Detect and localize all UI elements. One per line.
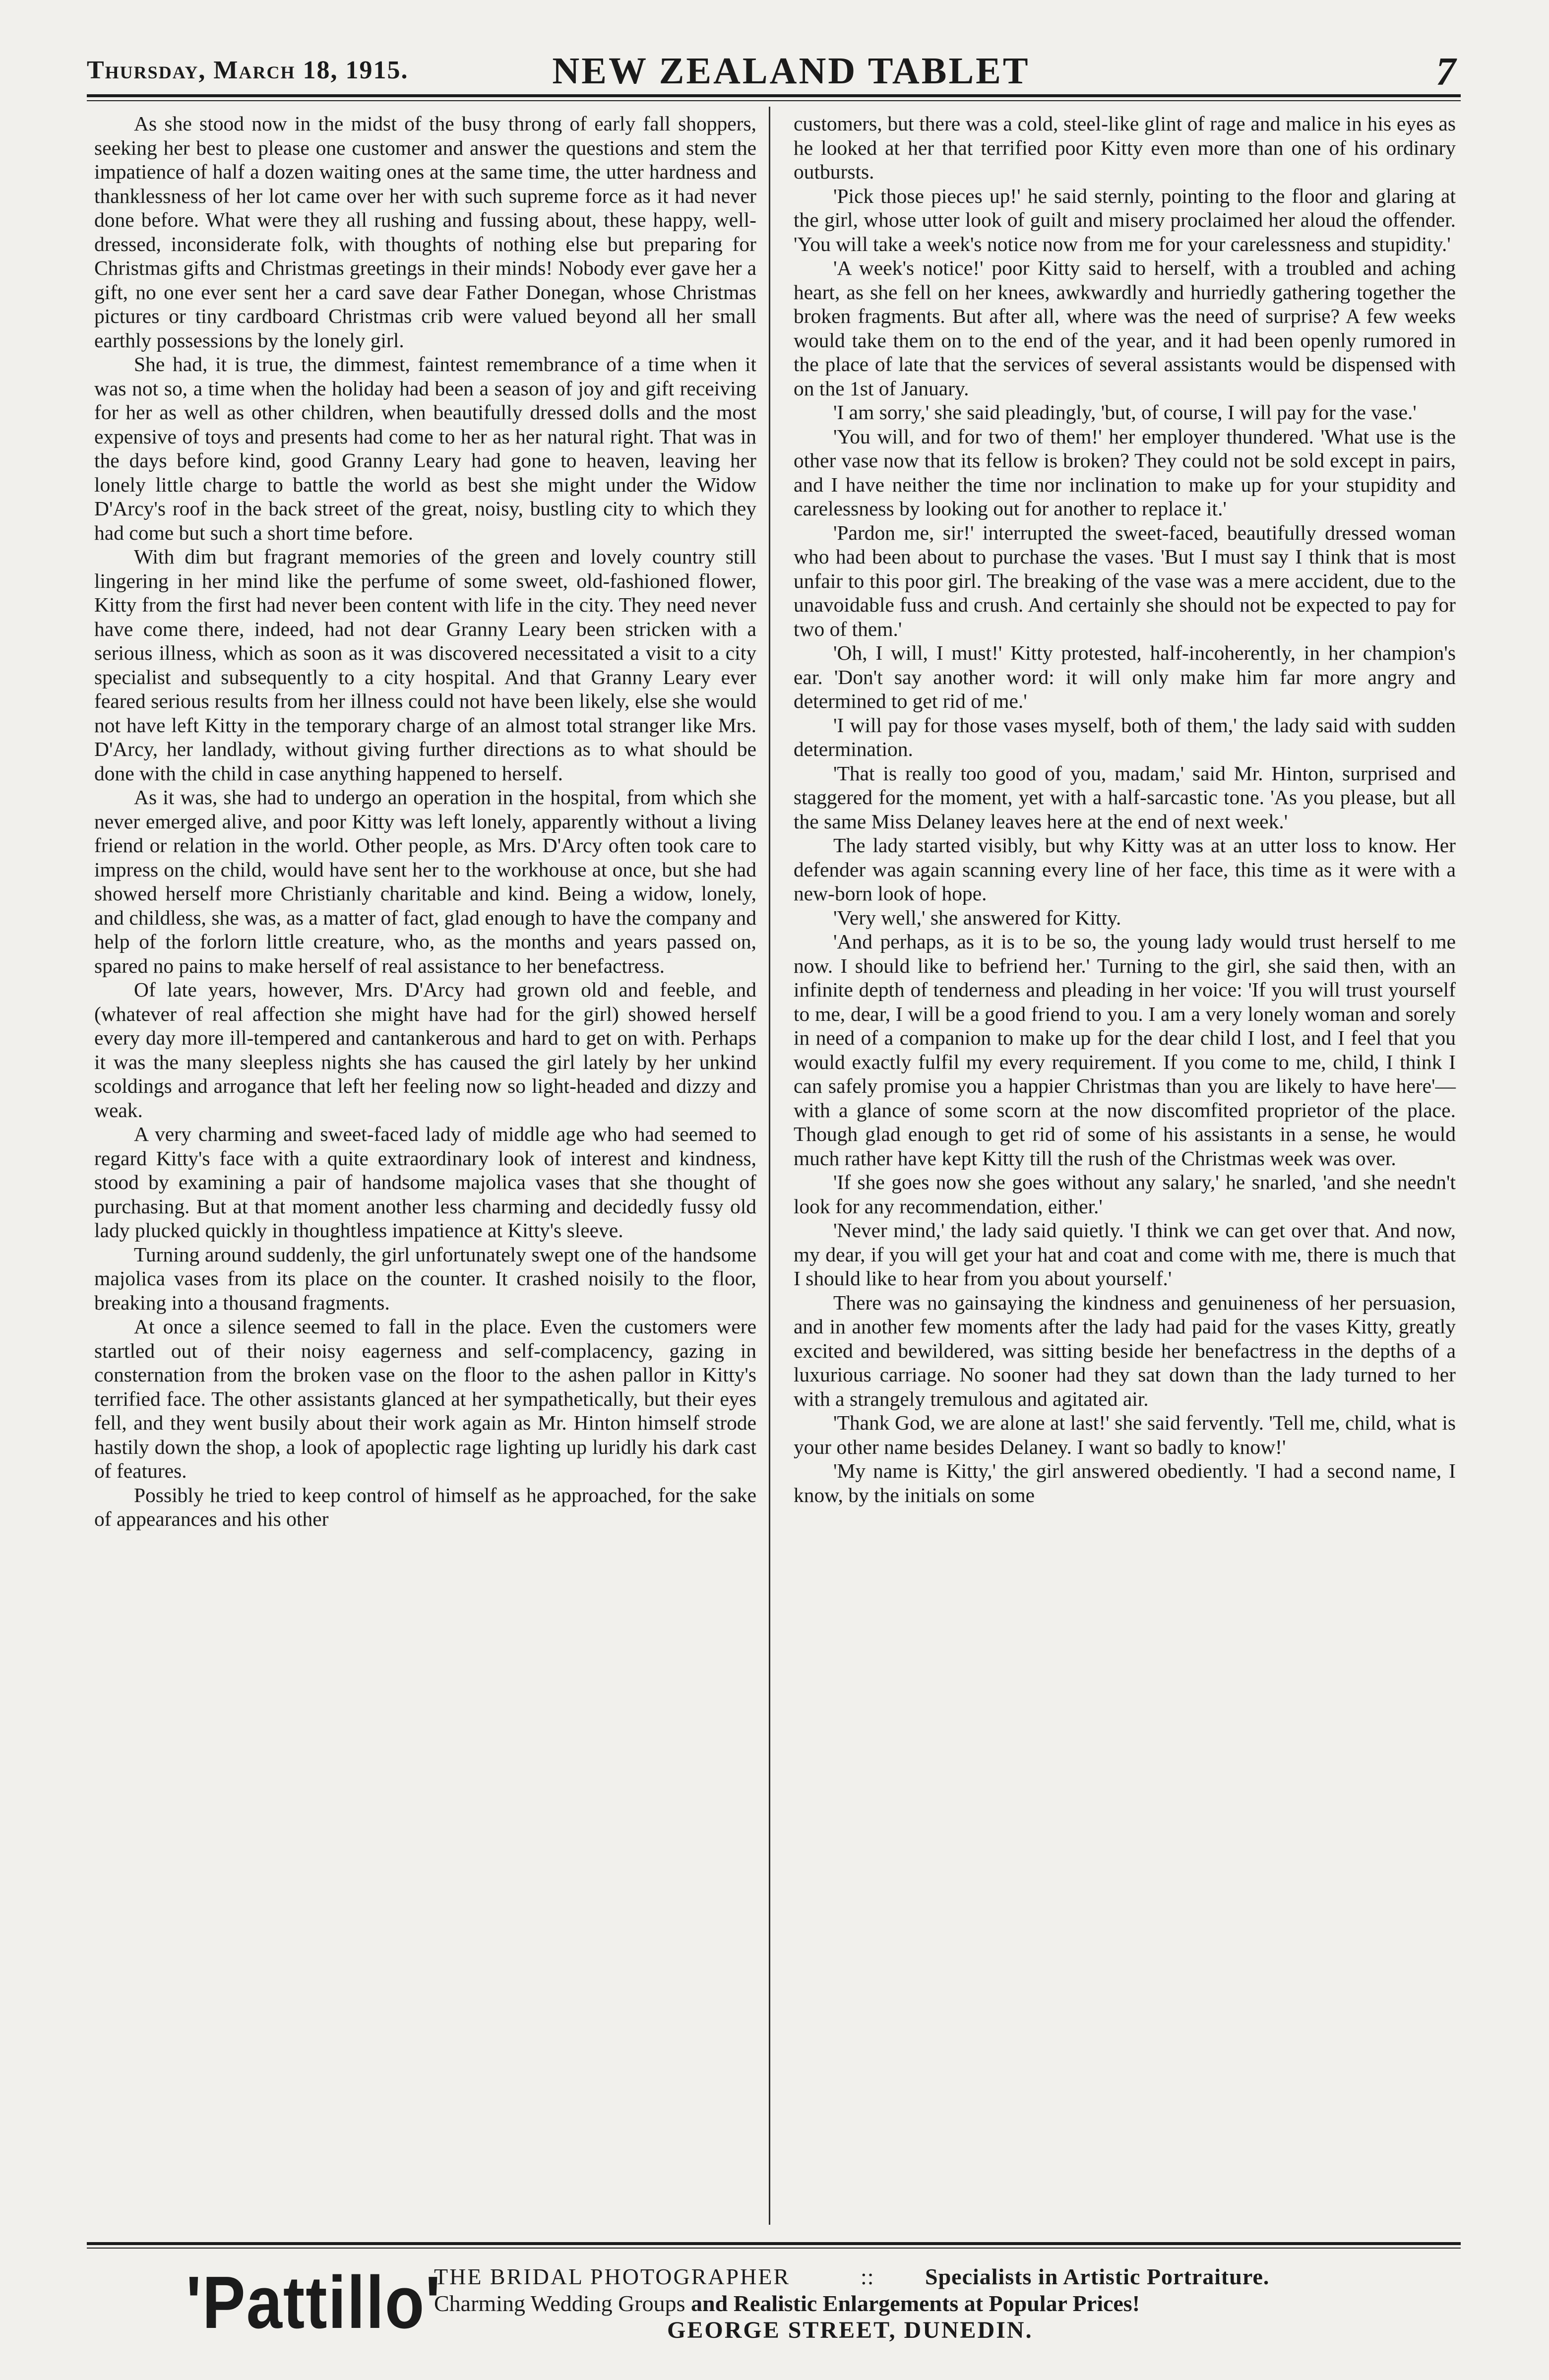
paragraph: 'Very well,' she answered for Kitty.: [833, 906, 1121, 929]
paragraph: As it was, she had to undergo an operation in the hospital, from which she never emerged alive, and poor Kitty was left lonely, apparently without a living friend or relation in the world. Other people, as Mrs. D'Arcy often took care to impress on the child, would have sent her to the workhouse at once, but she had showed herself more Christianly charitable and kind. Being a widow, lonely, and childless, she was, as a matter of fact, glad enough to have the company and help of the forlorn little creature, who, as the months and years passed on, spared no pains to make herself of real assistance to her benefactress.: [94, 786, 756, 977]
paragraph: As she stood now in the midst of the busy throng of early fall shoppers, seeking her best to please one customer and answer the questions and stem the impatience of half a dozen waiting ones at the same time, the utter hardness and thanklessness of her lot came over her with such supreme force as it had never done before. What were they all rushing and fussing about, these happy, well-dressed, inconsiderate folk, with thoughts of nothing else but preparing for Christmas gifts and Christmas greetings in their minds! Nobody ever gave her a gift, no one ever sent her a card save dear Father Donegan, whose Christmas pictures or tiny cardboard Christmas crib were valued beyond all her small earthly possessions by the lonely girl.: [94, 112, 756, 352]
issue-date: Thursday, March 18, 1915.: [87, 56, 409, 84]
paragraph: There was no gainsaying the kindness and genuineness of her persuasion, and in another few moments after the lady had paid for the vases Kitty, greatly excited and bewildered, was sitting beside her benefactress in the depths of a luxurious carriage. No sooner had they sat down than the lady turned to her with a strangely tremulous and agitated air.: [794, 1291, 1456, 1410]
paragraph: 'My name is Kitty,' the girl answered obediently. 'I had a second name, I know, by the initials on some: [794, 1459, 1456, 1506]
advertisement-line-2: [434, 2290, 1140, 2317]
paragraph: 'Never mind,' the lady said quietly. 'I think we can get over that. And now, my dear, if you will get your hat and coat and come with me, there is much that I should like to hear from you about yourself.': [794, 1219, 1456, 1290]
publication-title: NEW ZEALAND TABLET: [552, 50, 1030, 92]
paragraph: Of late years, however, Mrs. D'Arcy had grown old and feeble, and (whatever of real affection she might have had for the girl) showed herself every day more ill-tempered and cantankerous and hard to get on with. Perhaps it was the many sleepless nights she has caused the girl lately by her unkind scoldings and arrogance that left her feeling now so light-headed and dizzy and weak.: [94, 978, 756, 1122]
paragraph: 'You will, and for two of them!' her employer thundered. 'What use is the other vase now that its fellow is broken? They could not be sold except in pairs, and I have neither the time nor inclination to make up for your stupidity and carelessness by looking out for another to replace it.': [794, 425, 1456, 520]
paragraph: customers, but there was a cold, steel-like glint of rage and malice in his eyes as he looked at her that terrified poor Kitty even more than one of his ordinary outbursts.: [794, 112, 1456, 183]
paragraph: She had, it is true, the dimmest, faintest remembrance of a time when it was not so, a time when the holiday had been a season of joy and gift receiving for her as well as other children, when beautifully dressed dolls and the most expensive of toys and presents had come to her as her natural right. That was in the days before kind, good Granny Leary had gone to heaven, leaving her lonely little charge to battle the world as best she might under the Widow D'Arcy's roof in the back street of the great, noisy, bustling city to which they had come but such a short time before.: [94, 353, 756, 544]
header-rule: [87, 94, 1461, 97]
advertisement: [87, 2255, 1461, 2354]
right-column: [794, 112, 1456, 1507]
ad-specialty: Specialists in Artistic Portraiture.: [925, 2264, 1270, 2289]
ad-business-type: THE BRIDAL PHOTOGRAPHER: [434, 2264, 791, 2289]
advertiser-logo: 'Pattillo': [186, 2260, 442, 2344]
paragraph: Possibly he tried to keep control of himself as he approached, for the sake of appearances and his other: [94, 1483, 756, 1530]
advertisement-rule: [87, 2242, 1461, 2245]
paragraph: A very charming and sweet-faced lady of middle age who had seemed to regard Kitty's face with a quite extraordinary look of interest and kindness, stood by examining a pair of handsome majolica vases that she thought of purchasing. But at that moment another less charming and decidedly fussy old lady plucked quickly in thoughtless impatience at Kitty's sleeve.: [94, 1123, 756, 1242]
paragraph: Turning around suddenly, the girl unfortunately swept one of the handsome majolica vases from its place on the counter. It crashed noisily to the floor, breaking into a thousand fragments.: [94, 1243, 756, 1314]
advertisement-line-1: [434, 2263, 1461, 2290]
paragraph: 'That is really too good of you, madam,' said Mr. Hinton, surprised and staggered for the moment, yet with a half-sarcastic tone. 'As you please, but all the same Miss Delaney leaves here at the end of next week.': [794, 761, 1456, 833]
paragraph: 'I am sorry,' she said pleadingly, 'but, of course, I will pay for the vase.': [833, 401, 1417, 424]
paragraph: 'Pardon me, sir!' interrupted the sweet-faced, beautifully dressed woman who had been about to purchase the vases. 'But I must say I think that is most unfair to this poor girl. The breaking of the vase was a mere accident, due to the unavoidable fuss and crush. And certainly she should not be expected to pay for two of them.': [794, 521, 1456, 640]
paragraph: 'Pick those pieces up!' he said sternly, pointing to the floor and glaring at the girl, whose utter look of guilt and misery proclaimed her aloud the offender. 'You will take a week's notice now from me for your carelessness and stupidity.': [794, 184, 1456, 255]
column-divider: [769, 107, 770, 2225]
page-number: 7: [1436, 50, 1456, 94]
paragraph: With dim but fragrant memories of the green and lovely country still lingering in her mind like the perfume of some sweet, old-fashioned flower, Kitty from the first had never been content with life in the city. They need never have come there, indeed, had not dear Granny Leary been stricken with a serious illness, which as soon as it was discovered necessitated a visit to a city specialist and subsequently to a city hospital. And that Granny Leary ever feared serious results from her illness could not have been likely, else she would not have left Kitty in the temporary charge of an almost total stranger like Mrs. D'Arcy, her landlady, without giving further directions as to what should be done with the child in case anything happened to herself.: [94, 545, 756, 785]
paragraph: 'I will pay for those vases myself, both of them,' the lady said with sudden determination.: [794, 713, 1456, 760]
paragraph: 'Oh, I will, I must!' Kitty protested, half-incoherently, in her champion's ear. 'Don't say another word: it will only make him far more angry and determined to get rid of me.': [794, 641, 1456, 712]
paragraph: 'A week's notice!' poor Kitty said to herself, with a troubled and aching heart, as she fell on her knees, awkwardly and hurriedly gathering together the broken fragments. But after all, where was the need of surprise? A few weeks would take them on to the end of the year, and it had been openly rumored in the place of late that the services of several assistants would be dispensed with on the 1st of January.: [794, 256, 1456, 400]
ad-address: GEORGE STREET, DUNEDIN.: [667, 2317, 1033, 2343]
left-column: [94, 112, 756, 1531]
ad-offer-right: and Realistic Enlargements at Popular Prices!: [691, 2291, 1140, 2316]
page-header: [87, 50, 1456, 99]
advertisement-rule-thin: [87, 2248, 1461, 2249]
header-rule-thin: [87, 100, 1461, 101]
ad-separator: ::: [861, 2264, 874, 2289]
ad-offer-left: Charming Wedding Groups: [434, 2291, 685, 2316]
paragraph: At once a silence seemed to fall in the place. Even the customers were startled out of their noisy eagerness and self-complacency, gazing in consternation from the broken vase on the floor to the ashen pallor in Kitty's terrified face. The other assistants glanced at her sympathetically, but their eyes fell, and they went busily about their work again as Mr. Hinton himself strode hastily down the shop, a look of apoplectic rage lighting up luridly his dark cast of features.: [94, 1315, 756, 1482]
paragraph: 'And perhaps, as it is to be so, the young lady would trust herself to me now. I should like to befriend her.' Turning to the girl, she said then, with an infinite depth of tenderness and pleading in her voice: 'If you will trust yourself to me, dear, I will be a good friend to you. I am a very lonely woman and sorely in need of a companion to make up for the dear child I lost, and I feel that you would exactly fulfil my every requirement. If you come to me, child, I think I can safely promise you a happier Christmas than you are likely to have here'—with a glance of some scorn at the now discomfited proprietor of the place. Though glad enough to get rid of some of his assistants in a sense, he would much rather have kept Kitty till the rush of the Christmas week was over.: [794, 930, 1456, 1170]
paragraph: The lady started visibly, but why Kitty was at an utter loss to know. Her defender was again scanning every line of her face, this time as it were with a new-born look of hope.: [794, 834, 1456, 905]
paragraph: 'If she goes now she goes without any salary,' he snarled, 'and she needn't look for any recommendation, either.': [794, 1171, 1456, 1218]
paragraph: 'Thank God, we are alone at last!' she said fervently. 'Tell me, child, what is your other name besides Delaney. I want so badly to know!': [794, 1411, 1456, 1458]
